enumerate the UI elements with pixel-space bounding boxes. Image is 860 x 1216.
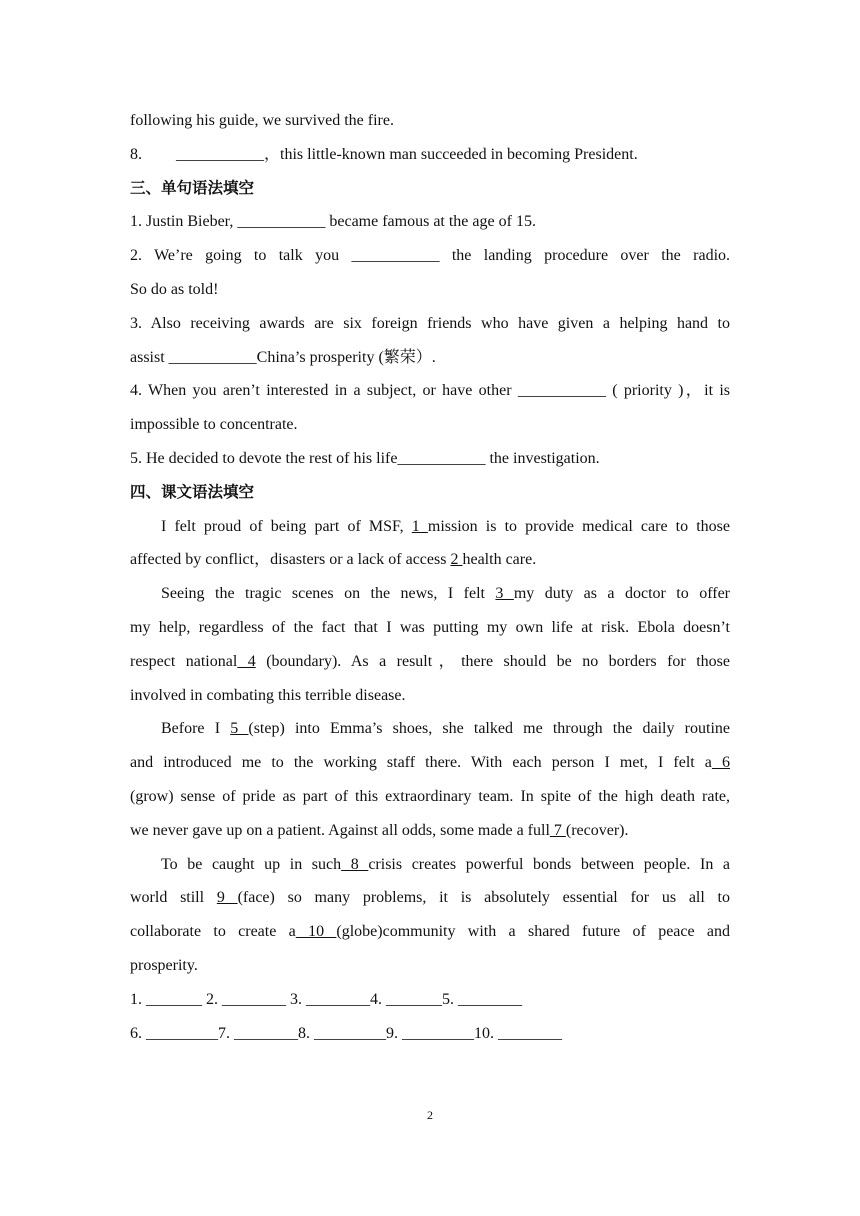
p2-text: (boundary). As a result，there should be no borders for those (255, 652, 730, 670)
p1-line-2 (130, 543, 730, 577)
p4-line-4: prosperity. (130, 956, 198, 974)
blank-3: 3 (495, 585, 514, 603)
intro-line: following his guide, we survived the fire. (130, 112, 394, 129)
s3-question-2-line-2: So do as told! (130, 280, 219, 298)
blank-2: 2 (450, 551, 463, 569)
s3-question-4-line-2: impossible to concentrate. (130, 416, 298, 434)
p1-text: affected by conflict，disasters or a lack of access (130, 551, 451, 569)
p2-text: Seeing the tragic scenes on the news, I felt (161, 585, 496, 603)
p3-text: (step) into Emma’s shoes, she talked me through the daily routine (248, 720, 730, 738)
p2-line-3 (130, 645, 730, 679)
s3-q1-blank: ___________ (237, 213, 326, 231)
blank-8: 8 (341, 855, 369, 873)
s3-q1-text-a: 1. Justin Bieber, (130, 213, 238, 231)
p3-line-1 (130, 712, 730, 746)
blank-1: 1 (411, 517, 428, 535)
p4-text: crisis creates powerful bonds between people. In a (368, 855, 731, 873)
p3-text: (recover). (565, 821, 629, 839)
s3-question-2-line-1 (130, 239, 730, 273)
blank-4: 4 (237, 652, 256, 670)
p3-text: we never gave up on a patient. Against all odds, some made a full (130, 821, 550, 839)
s3-question-4-line-1 (130, 374, 730, 408)
p2-line-1 (130, 577, 730, 611)
p3-line-3: (grow) sense of pride as part of this extraordinary team. In spite of the high death rate, (130, 787, 730, 805)
document-page (130, 104, 730, 1050)
s3-question-1 (130, 205, 730, 239)
s3-q1-text-b: became famous at the age of 15. (325, 213, 536, 231)
s3-q5-text-b: the investigation. (485, 449, 600, 467)
answer-row-2: 6. _________7. ________8. _________9. _________10. ________ (130, 1024, 562, 1042)
p1-text: health care. (462, 551, 537, 569)
section-3-heading: 三、单句语法填空 (130, 178, 255, 197)
blank-6: 6 (711, 754, 730, 772)
p2-text: my duty as a doctor to offer (513, 585, 730, 603)
s3-q2-blank: ___________ (351, 247, 440, 265)
p4-text: (face) so many problems, it is absolutely essential for us all to (237, 889, 731, 907)
section-4-heading: 四、课文语法填空 (130, 482, 255, 501)
s3-q2-text-b: the landing procedure over the radio. (451, 247, 731, 265)
blank-9: 9 (216, 889, 238, 907)
p1-text: mission is to provide medical care to those (427, 517, 731, 535)
s3-q3-text-c: China’s prosperity (繁荣）. (256, 348, 436, 366)
s3-q3-blank: ___________ (168, 348, 257, 366)
s3-q5-text-a: 5. He decided to devote the rest of his life (130, 449, 398, 467)
p3-text: Before I (161, 720, 231, 738)
p4-line-1 (130, 848, 730, 882)
p2-line-2: my help, regardless of the fact that I was putting my own life at risk. Ebola doesn’t (130, 618, 730, 636)
s3-question-5 (130, 442, 730, 476)
s3-q4-blank: ___________ (517, 382, 606, 400)
s3-question-3-line-2 (130, 341, 730, 375)
p4-text: (globe)community with a shared future of peace and (336, 923, 731, 941)
blank-10: 10 (295, 923, 337, 941)
p3-line-2 (130, 746, 730, 780)
p3-text: and introduced me to the working staff there. With each person I met, I felt a (130, 754, 712, 772)
p1-line-1 (130, 510, 730, 544)
s3-q4-text-a: 4. When you aren’t interested in a subject, or have other (130, 382, 518, 400)
page-number: 2 (427, 1108, 433, 1122)
question-8-number: 8. (130, 145, 142, 163)
p4-line-2 (130, 881, 730, 915)
p4-text: collaborate to create a (130, 923, 296, 941)
s3-question-3-line-1: 3. Also receiving awards are six foreign friends who have given a helping hand to (130, 314, 730, 332)
p3-line-4 (130, 814, 730, 848)
p4-text: To be caught up in such (161, 855, 342, 873)
blank-5: 5 (230, 720, 249, 738)
p4-line-3 (130, 915, 730, 949)
s3-q5-blank: ___________ (397, 449, 486, 467)
p2-line-4: involved in combating this terrible disease. (130, 686, 406, 704)
s3-q2-text-a: 2. We’re going to talk you (130, 247, 340, 265)
s3-q4-text-b: ( priority )，it is (605, 382, 730, 400)
blank-7: 7 (549, 821, 566, 839)
answer-row-1: 1. _______ 2. ________ 3. ________4. _______5. ________ (130, 990, 522, 1008)
p1-text: I felt proud of being part of MSF, (161, 517, 412, 535)
p4-text: world still (130, 889, 217, 907)
p2-text: respect national (130, 652, 238, 670)
question-8 (130, 138, 730, 172)
question-8-text: ，this little-known man succeeded in becoming President. (264, 145, 638, 163)
question-8-blank: ___________ (176, 145, 264, 163)
s3-q3-text-b: assist (130, 348, 169, 366)
